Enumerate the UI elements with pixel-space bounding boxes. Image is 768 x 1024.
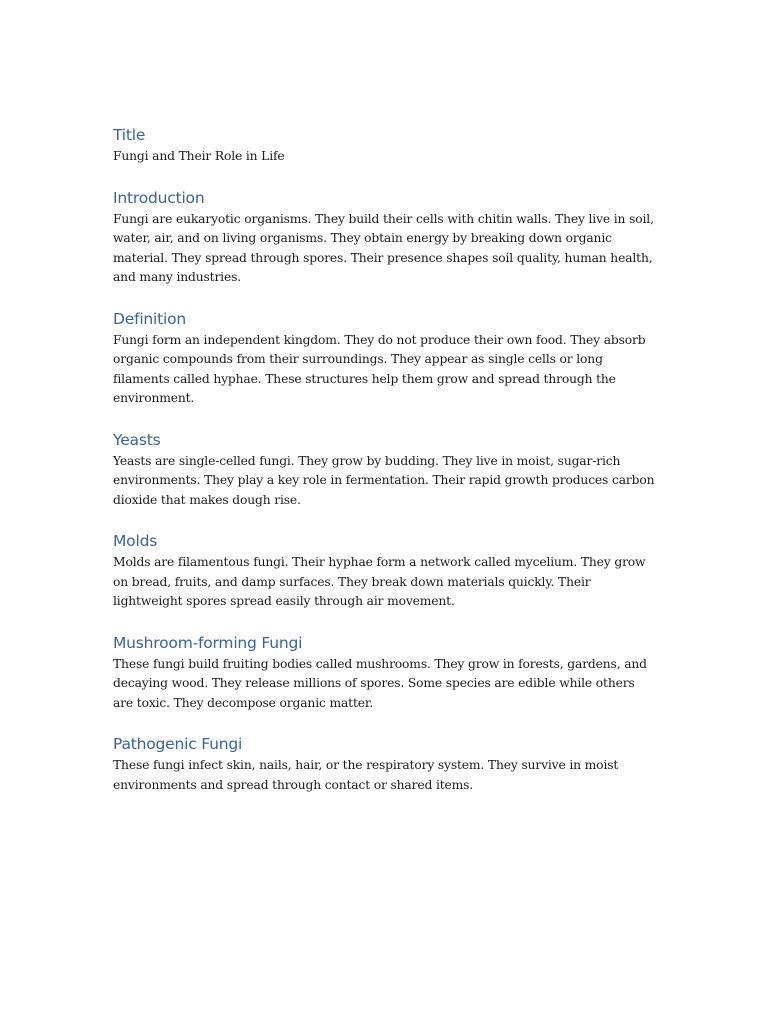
section-heading: Introduction [113, 188, 205, 207]
section-definition [113, 308, 658, 409]
section-introduction [113, 187, 658, 288]
section-heading: Molds [113, 532, 158, 550]
section-paragraph: Molds are filamentous fungi. Their hyphae form a network called mycelium. They grow on bread, fruits, and damp surfaces. They break down materials quickly. Their lightweight spores spread easily through air movement. [113, 555, 646, 608]
section-yeasts [113, 429, 658, 511]
section-heading: Mushroom-forming Fungi [113, 633, 303, 652]
document-body [113, 124, 658, 815]
section-paragraph: These fungi build fruiting bodies called mushrooms. They grow in forests, gardens, and decaying wood. They release millions of spores. Some species are edible while others are toxic. They decompose organic matter. [113, 656, 647, 710]
section-paragraph: These fungi infect skin, nails, hair, or the respiratory system. They survive in moist environments and spread through contact or shared items. [113, 758, 619, 792]
section-mushroom-forming-fungi [113, 632, 658, 714]
section-heading: Definition [113, 309, 187, 328]
section-title [113, 124, 658, 167]
section-heading: Title [113, 126, 146, 144]
section-heading: Pathogenic Fungi [113, 735, 243, 753]
section-paragraph: Fungi are eukaryotic organisms. They build their cells with chitin walls. They live in soil, water, air, and on living organisms. They obtain energy by breaking down organic material. They spread through spores. Their presence shapes soil quality, human health, and many industries. [113, 211, 654, 284]
section-paragraph: Fungi and Their Role in Life [113, 149, 285, 163]
section-molds [113, 530, 658, 612]
section-heading: Yeasts [113, 430, 161, 449]
section-pathogenic-fungi [113, 733, 658, 795]
section-paragraph: Yeasts are single-celled fungi. They grow by budding. They live in moist, sugar-rich environments. They play a key role in fermentation. Their rapid growth produces carbon dioxide that makes dough rise. [113, 453, 655, 507]
section-paragraph: Fungi form an independent kingdom. They do not produce their own food. They absorb organic compounds from their surroundings. They appear as single cells or long filaments called hyphae. These structures help them grow and spread through the environment. [113, 332, 646, 405]
